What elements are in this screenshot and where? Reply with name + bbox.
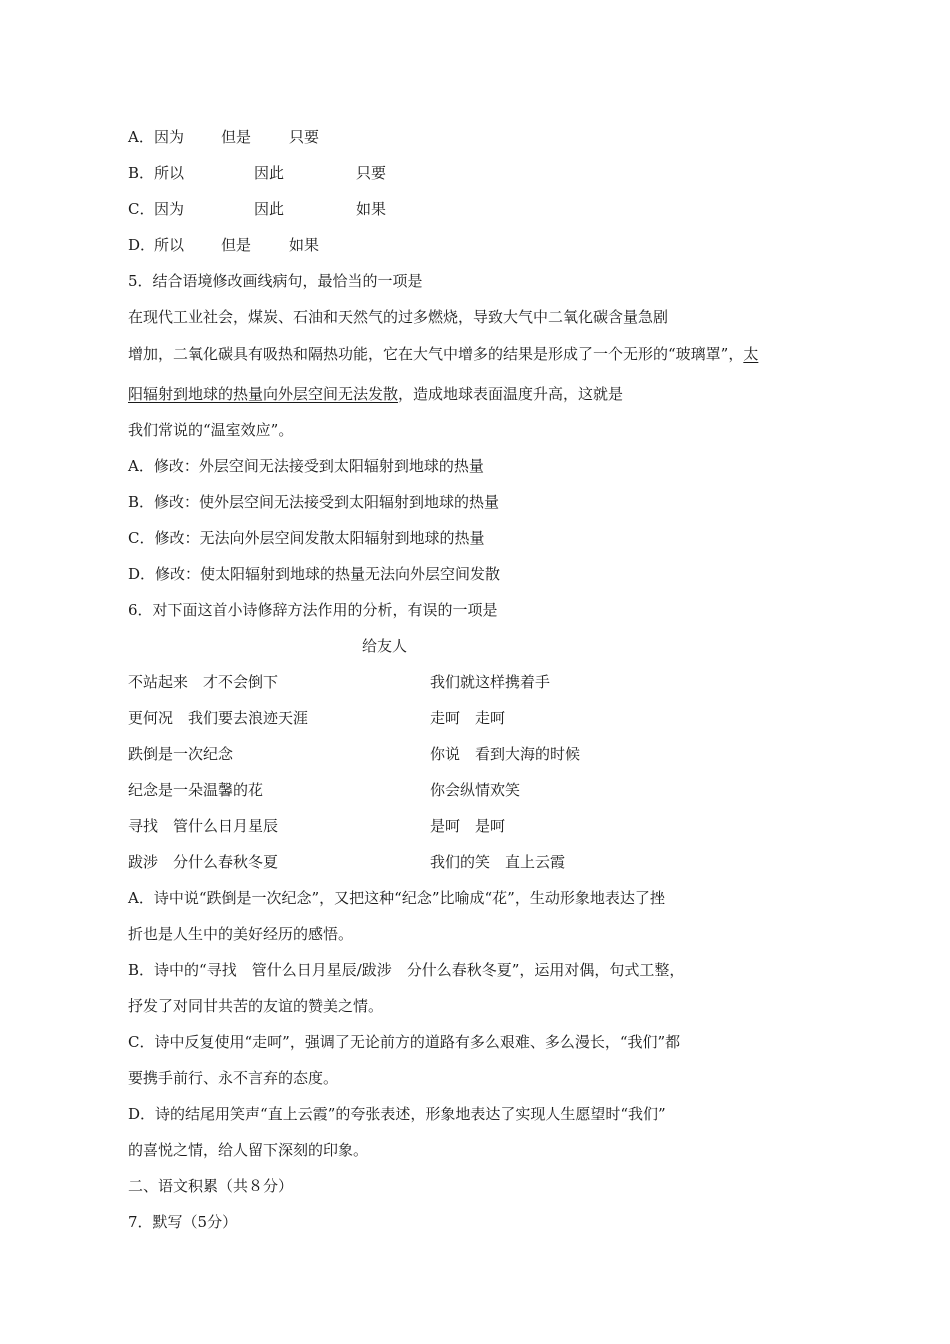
q6-option-d-cont: 的喜悦之情，给人留下深刻的印象。 (128, 1141, 369, 1159)
passage-text: 增加，二氧化碳具有吸热和隔热功能，它在大气中增多的结果是形成了一个无形的“玻璃罩”， (128, 345, 744, 363)
q6-option-c: C．诗中反复使用“走呵”，强调了无论前方的道路有多么艰难、多么漫长，“我们”都 (128, 1033, 681, 1051)
q6-option-a: A．诗中说“跌倒是一次纪念”，又把这种“纪念”比喻成“花”，生动形象地表达了挫 (128, 889, 665, 907)
option-word-1: 因为 (154, 128, 185, 146)
option-word-3: 如果 (289, 236, 320, 254)
q5-passage-line-2 (128, 344, 758, 364)
q5-option-d: D．修改：使太阳辐射到地球的热量无法向外层空间发散 (128, 565, 501, 583)
q6-option-c-cont: 要携手前行、永不言弃的态度。 (128, 1069, 339, 1087)
option-letter: D． (128, 236, 156, 254)
poem-line: 不站起来 才不会倒下 (128, 673, 279, 691)
option-word-2: 但是 (221, 128, 252, 146)
underlined-sentence-start: 太 (743, 345, 759, 363)
q6-option-b-cont: 抒发了对同甘共苦的友谊的赞美之情。 (128, 997, 384, 1015)
poem-line: 你说 看到大海的时候 (430, 745, 581, 763)
option-word-1: 所以 (154, 236, 185, 254)
section-heading: 二、语文积累（共８分） (128, 1177, 294, 1195)
poem-line: 我们的笑 直上云霞 (430, 853, 566, 871)
q6-option-a-cont: 折也是人生中的美好经历的感悟。 (128, 925, 354, 943)
poem-line: 跌倒是一次纪念 (128, 745, 234, 763)
q6-option-d: D．诗的结尾用笑声“直上云霞”的夸张表述，形象地表达了实现人生愿望时“我们” (128, 1105, 666, 1123)
poem-title: 给友人 (362, 637, 408, 655)
q7-stem: 7．默写（5分） (128, 1213, 238, 1231)
option-letter: A． (128, 128, 154, 146)
poem-line: 纪念是一朵温馨的花 (128, 781, 264, 799)
option-word-3: 只要 (289, 128, 320, 146)
q6-stem: 6．对下面这首小诗修辞方法作用的分析，有误的一项是 (128, 601, 498, 619)
option-word-3: 只要 (356, 164, 387, 182)
q5-passage-line-3 (128, 384, 623, 404)
underlined-sentence: 阳辐射到地球的热量向外层空间无法发散 (128, 385, 399, 403)
q5-stem: 5．结合语境修改画线病句，最恰当的一项是 (128, 272, 423, 290)
option-word-2: 但是 (221, 236, 252, 254)
q5-option-a: A．修改：外层空间无法接受到太阳辐射到地球的热量 (128, 457, 484, 475)
poem-line: 寻找 管什么日月星辰 (128, 817, 279, 835)
poem-line: 跋涉 分什么春秋冬夏 (128, 853, 279, 871)
poem-line: 走呵 走呵 (430, 709, 506, 727)
poem-line: 你会纵情欢笑 (430, 781, 521, 799)
option-letter: C． (128, 200, 155, 218)
q6-option-b: B．诗中的“寻找 管什么日月星辰/跋涉 分什么春秋冬夏”，运用对偶，句式工整， (128, 961, 685, 979)
q5-passage-line-4: 我们常说的“温室效应”。 (128, 421, 294, 439)
q5-option-b: B．修改：使外层空间无法接受到太阳辐射到地球的热量 (128, 493, 500, 511)
option-word-3: 如果 (356, 200, 387, 218)
passage-text: ，造成地球表面温度升高，这就是 (398, 385, 624, 403)
poem-line: 更何况 我们要去浪迹天涯 (128, 709, 309, 727)
option-word-2: 因此 (254, 200, 285, 218)
option-letter: B． (128, 164, 155, 182)
option-word-1: 所以 (154, 164, 185, 182)
option-word-1: 因为 (154, 200, 185, 218)
q5-option-c: C．修改：无法向外层空间发散太阳辐射到地球的热量 (128, 529, 485, 547)
poem-line: 是呵 是呵 (430, 817, 506, 835)
poem-line: 我们就这样携着手 (430, 673, 551, 691)
q5-passage-line-1: 在现代工业社会，煤炭、石油和天然气的过多燃烧，导致大气中二氧化碳含量急剧 (128, 308, 669, 326)
option-word-2: 因此 (254, 164, 285, 182)
